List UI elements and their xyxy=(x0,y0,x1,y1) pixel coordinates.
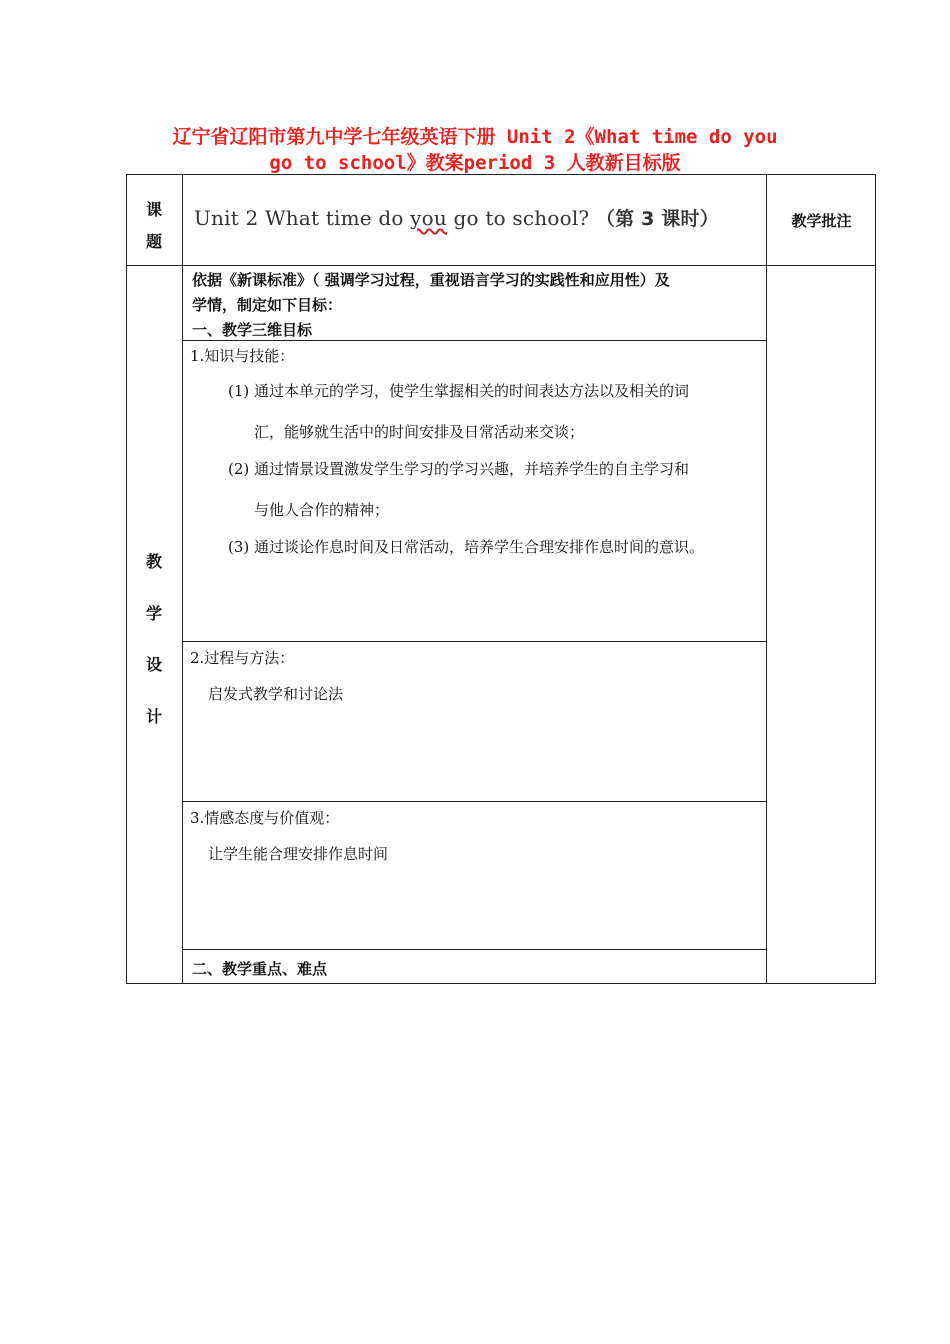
knowledge-item1-line1: (1) 通过本单元的学习，使学生掌握相关的时间表达方法以及相关的词 xyxy=(228,382,690,400)
course-title xyxy=(194,204,719,231)
section2-heading: 二、教学重点、难点 xyxy=(192,960,328,978)
topic-label-char1: 课 xyxy=(145,200,162,219)
knowledge-item2-line2: 与他人合作的精神； xyxy=(254,501,390,519)
topic-label-char2: 题 xyxy=(145,232,162,251)
table-col-divider-right xyxy=(766,174,767,984)
process-content: 启发式教学和讨论法 xyxy=(208,685,344,703)
knowledge-item1-line2: 汇，能够就生活中的时间安排及日常活动来交谈； xyxy=(254,423,585,441)
design-label-char2: 学 xyxy=(145,603,162,623)
knowledge-item2-line1: (2) 通过情景设置激发学生学习的学习兴趣，并培养学生的自主学习和 xyxy=(228,460,690,478)
table-col-divider-left xyxy=(182,174,183,984)
course-title-en-wavy: you xyxy=(410,206,447,230)
table-row-divider-process xyxy=(182,801,767,802)
knowledge-item3: (3) 通过谈论作息时间及日常活动，培养学生合理安排作息时间的意识。 xyxy=(228,538,705,556)
course-title-period: （第 3 课时） xyxy=(595,208,719,230)
course-title-en-a: Unit 2 What time do xyxy=(194,206,411,230)
topic-label xyxy=(126,194,182,258)
document-title-line2: go to school》教案period 3 人教新目标版 xyxy=(269,152,681,174)
intro-block xyxy=(192,268,762,343)
emotion-heading: 3.情感态度与价值观： xyxy=(190,809,340,827)
design-label xyxy=(126,536,182,742)
design-label-char3: 设 xyxy=(145,655,162,674)
table-row-divider-header xyxy=(126,265,876,266)
table-row-divider-knowledge xyxy=(182,641,767,642)
document-title-line1: 辽宁省辽阳市第九中学七年级英语下册 Unit 2《What time do you xyxy=(172,126,778,148)
design-label-char4: 计 xyxy=(145,706,162,726)
knowledge-heading: 1.知识与技能： xyxy=(190,347,295,365)
section1-heading: 一、教学三维目标 xyxy=(192,321,313,339)
intro-line2: 学情，制定如下目标： xyxy=(192,296,343,314)
emotion-content: 让学生能合理安排作息时间 xyxy=(208,845,389,863)
document-title xyxy=(120,124,830,176)
notes-column-label: 教学批注 xyxy=(791,212,852,230)
design-label-char1: 教 xyxy=(145,552,162,571)
intro-line1: 依据《新课标准》（ 强调学习过程，重视语言学习的实践性和应用性）及 xyxy=(192,271,670,289)
process-heading: 2.过程与方法： xyxy=(190,649,295,667)
course-title-en-b: go to school? xyxy=(447,206,590,230)
table-row-divider-emotion xyxy=(182,949,767,950)
